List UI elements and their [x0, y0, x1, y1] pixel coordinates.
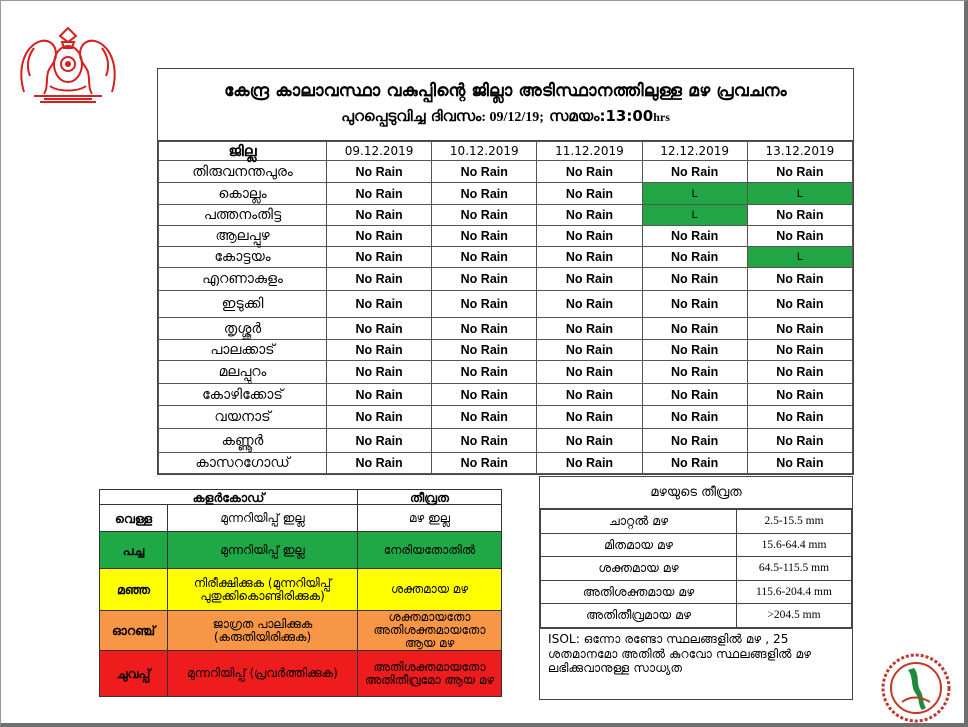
- forecast-cell: No Rain: [327, 226, 432, 247]
- district-name: പത്തനംതിട്ട: [159, 205, 327, 226]
- color-code-warning: ജാഗ്രത പാലിക്കുക (കരുതിയിരിക്കുക): [168, 611, 358, 651]
- date-column-header: 12.12.2019: [642, 142, 747, 161]
- forecast-cell: L: [642, 205, 747, 226]
- time-label: സമയം: [543, 107, 600, 125]
- district-name: കാസറഗോഡ്: [159, 453, 327, 474]
- issued-date: : 09/12/19;: [481, 110, 544, 125]
- forecast-cell: No Rain: [327, 183, 432, 205]
- forecast-row: [159, 183, 853, 205]
- forecast-row: [159, 340, 853, 361]
- intensity-name: ചാറ്റൽ മഴ: [541, 510, 737, 534]
- color-code-label: മഞ്ഞ: [100, 569, 168, 611]
- intensity-range: >204.5 mm: [737, 604, 852, 628]
- color-code-row: [100, 611, 502, 651]
- forecast-cell: No Rain: [432, 453, 537, 474]
- forecast-cell: No Rain: [642, 318, 747, 340]
- forecast-cell: No Rain: [747, 226, 852, 247]
- forecast-cell: No Rain: [747, 205, 852, 226]
- date-column-header: 10.12.2019: [432, 142, 537, 161]
- intensity-name: അതിതീവ്രമായ മഴ: [541, 604, 737, 628]
- intensity-row: [541, 533, 852, 557]
- color-code-row: [100, 505, 502, 532]
- forecast-cell: No Rain: [747, 318, 852, 340]
- color-code-warning: നിരീക്ഷിക്കുക (മുന്നറിയിപ്പ് പുതുക്കികൊണ്ടിരിക്കുക): [168, 569, 358, 611]
- forecast-cell: No Rain: [747, 361, 852, 384]
- district-name: കോഴിക്കോട്: [159, 384, 327, 406]
- forecast-cell: No Rain: [537, 268, 642, 291]
- color-code-label: ഓറഞ്ച്: [100, 611, 168, 651]
- forecast-cell: No Rain: [327, 361, 432, 384]
- forecast-cell: No Rain: [327, 429, 432, 453]
- forecast-cell: No Rain: [432, 291, 537, 318]
- district-column-header: ജില്ല: [159, 142, 327, 161]
- forecast-cell: No Rain: [432, 340, 537, 361]
- forecast-cell: No Rain: [642, 161, 747, 183]
- forecast-cell: No Rain: [747, 384, 852, 406]
- color-code-intensity: മഴ ഇല്ല: [358, 505, 502, 532]
- forecast-cell: L: [747, 183, 852, 205]
- date-column-header: 13.12.2019: [747, 142, 852, 161]
- intensity-range: 2.5-15.5 mm: [737, 510, 852, 534]
- forecast-cell: No Rain: [327, 384, 432, 406]
- forecast-cell: No Rain: [432, 247, 537, 268]
- forecast-cell: L: [747, 247, 852, 268]
- forecast-cell: No Rain: [432, 429, 537, 453]
- intensity-row: [541, 557, 852, 581]
- forecast-cell: No Rain: [327, 406, 432, 429]
- forecast-cell: No Rain: [432, 268, 537, 291]
- forecast-header-row: [159, 142, 853, 161]
- forecast-cell: No Rain: [747, 406, 852, 429]
- forecast-cell: No Rain: [642, 226, 747, 247]
- forecast-cell: No Rain: [327, 291, 432, 318]
- color-code-intensity: നേരിയതോതിൽ: [358, 532, 502, 569]
- intensity-name: മിതമായ മഴ: [541, 533, 737, 557]
- district-name: എറണാകുളം: [159, 268, 327, 291]
- color-code-intensity: ശക്തമായതോ അതിശക്തമായതോ ആയ മഴ: [358, 611, 502, 651]
- isol-note: ISOL: ഒന്നോ രണ്ടോ സ്ഥലങ്ങളിൽ മഴ , 25 ശതമാനമോ അതിൽ കുറവോ സ്ഥലങ്ങളിൽ മഴ ലഭിക്കുവാനുള്ള സാധ്യത: [539, 627, 853, 700]
- district-name: തിരുവനന്തപുരം: [159, 161, 327, 183]
- forecast-cell: No Rain: [327, 340, 432, 361]
- forecast-cell: No Rain: [432, 161, 537, 183]
- date-column-header: 09.12.2019: [327, 142, 432, 161]
- forecast-cell: No Rain: [642, 361, 747, 384]
- color-code-warning: മുന്നറിയിപ്പ് (പ്രവർത്തിക്കുക): [168, 651, 358, 697]
- time-value: :13:00: [599, 107, 654, 125]
- forecast-table-panel: [157, 68, 854, 475]
- rain-intensity-body: [541, 510, 852, 628]
- forecast-row: [159, 384, 853, 406]
- disaster-management-seal-logo: [880, 652, 952, 724]
- color-code-row: [100, 569, 502, 611]
- forecast-cell: No Rain: [537, 406, 642, 429]
- color-code-header-row: [100, 490, 502, 505]
- forecast-cell: No Rain: [432, 384, 537, 406]
- forecast-cell: No Rain: [642, 429, 747, 453]
- forecast-row: [159, 453, 853, 474]
- forecast-row: [159, 318, 853, 340]
- forecast-cell: No Rain: [642, 340, 747, 361]
- forecast-cell: No Rain: [537, 318, 642, 340]
- district-name: ആലപ്പുഴ: [159, 226, 327, 247]
- forecast-row: [159, 161, 853, 183]
- intensity-range: 15.6-64.4 mm: [737, 533, 852, 557]
- intensity-range: 64.5-115.5 mm: [737, 557, 852, 581]
- intensity-row: [541, 510, 852, 534]
- color-code-row: [100, 651, 502, 697]
- forecast-cell: No Rain: [747, 340, 852, 361]
- color-code-header: കളർകോഡ്: [100, 490, 358, 505]
- district-name: തൃശ്ശൂർ: [159, 318, 327, 340]
- forecast-cell: No Rain: [642, 291, 747, 318]
- rain-intensity-panel: [539, 476, 853, 629]
- intensity-header: തീവ്രത: [358, 490, 502, 505]
- district-name: കൊല്ലം: [159, 183, 327, 205]
- forecast-cell: No Rain: [432, 406, 537, 429]
- forecast-cell: No Rain: [432, 318, 537, 340]
- forecast-cell: No Rain: [537, 183, 642, 205]
- forecast-cell: No Rain: [537, 291, 642, 318]
- color-code-row: [100, 532, 502, 569]
- forecast-cell: No Rain: [537, 226, 642, 247]
- time-unit: hrs: [653, 110, 670, 124]
- forecast-cell: No Rain: [537, 205, 642, 226]
- forecast-cell: No Rain: [327, 247, 432, 268]
- district-name: ഇടുക്കി: [159, 291, 327, 318]
- date-column-header: 11.12.2019: [537, 142, 642, 161]
- forecast-cell: No Rain: [642, 384, 747, 406]
- forecast-cell: No Rain: [747, 161, 852, 183]
- forecast-cell: No Rain: [432, 226, 537, 247]
- forecast-row: [159, 247, 853, 268]
- forecast-cell: No Rain: [747, 453, 852, 474]
- forecast-row: [159, 406, 853, 429]
- intensity-name: ശക്തമായ മഴ: [541, 557, 737, 581]
- district-name: കോട്ടയം: [159, 247, 327, 268]
- forecast-cell: No Rain: [537, 161, 642, 183]
- forecast-cell: L: [642, 183, 747, 205]
- color-code-warning: മുന്നറിയിപ്പ് ഇല്ല: [168, 505, 358, 532]
- intensity-row: [541, 604, 852, 628]
- forecast-row: [159, 291, 853, 318]
- color-code-warning: മുന്നറിയിപ്പ് ഇല്ല: [168, 532, 358, 569]
- forecast-cell: No Rain: [327, 268, 432, 291]
- forecast-cell: No Rain: [537, 453, 642, 474]
- forecast-cell: No Rain: [432, 205, 537, 226]
- forecast-cell: No Rain: [327, 453, 432, 474]
- forecast-row: [159, 226, 853, 247]
- forecast-cell: No Rain: [642, 247, 747, 268]
- forecast-cell: No Rain: [537, 429, 642, 453]
- forecast-row: [159, 268, 853, 291]
- forecast-cell: No Rain: [642, 268, 747, 291]
- color-code-intensity: ശക്തമായ മഴ: [358, 569, 502, 611]
- forecast-row: [159, 361, 853, 384]
- forecast-cell: No Rain: [747, 291, 852, 318]
- color-code-label: പച്ച: [100, 532, 168, 569]
- intensity-range: 115.6-204.4 mm: [737, 580, 852, 604]
- district-name: മലപ്പുറം: [159, 361, 327, 384]
- forecast-row: [159, 429, 853, 453]
- forecast-cell: No Rain: [642, 453, 747, 474]
- district-name: പാലക്കാട്: [159, 340, 327, 361]
- color-code-intensity: അതിശക്തമായതോ അതിതീവ്രമോ ആയ മഴ: [358, 651, 502, 697]
- forecast-title: കേന്ദ്ര കാലാവസ്ഥാ വകുപ്പിന്റെ ജില്ലാ അടിസ്ഥാനത്തിലുള്ള മഴ പ്രവചനം: [224, 81, 787, 101]
- kerala-emblem-logo: [14, 22, 122, 110]
- forecast-cell: No Rain: [432, 361, 537, 384]
- forecast-cell: No Rain: [537, 247, 642, 268]
- forecast-cell: No Rain: [327, 318, 432, 340]
- intensity-row: [541, 580, 852, 604]
- forecast-cell: No Rain: [432, 183, 537, 205]
- color-code-body: [100, 505, 502, 697]
- color-code-label: ചുവപ്പ്: [100, 651, 168, 697]
- district-name: കണ്ണൂർ: [159, 429, 327, 453]
- issued-line: [158, 107, 853, 126]
- issued-label: പുറപ്പെടുവിച്ച ദിവസം: [341, 107, 482, 125]
- district-name: വയനാട്: [159, 406, 327, 429]
- forecast-cell: No Rain: [327, 205, 432, 226]
- intensity-name: അതിശക്തമായ മഴ: [541, 580, 737, 604]
- forecast-cell: No Rain: [537, 384, 642, 406]
- forecast-row: [159, 205, 853, 226]
- forecast-cell: No Rain: [537, 340, 642, 361]
- forecast-cell: No Rain: [747, 268, 852, 291]
- forecast-table-body: [159, 161, 853, 474]
- forecast-cell: No Rain: [747, 429, 852, 453]
- forecast-table: [158, 141, 853, 474]
- forecast-cell: No Rain: [537, 361, 642, 384]
- forecast-cell: No Rain: [642, 406, 747, 429]
- rain-intensity-table: [540, 509, 852, 628]
- color-code-table: [99, 489, 502, 697]
- color-code-label: വെള്ള: [100, 505, 168, 532]
- forecast-cell: No Rain: [327, 161, 432, 183]
- forecast-header: [158, 69, 853, 141]
- rain-intensity-title: മഴയുടെ തീവ്രത: [540, 477, 852, 509]
